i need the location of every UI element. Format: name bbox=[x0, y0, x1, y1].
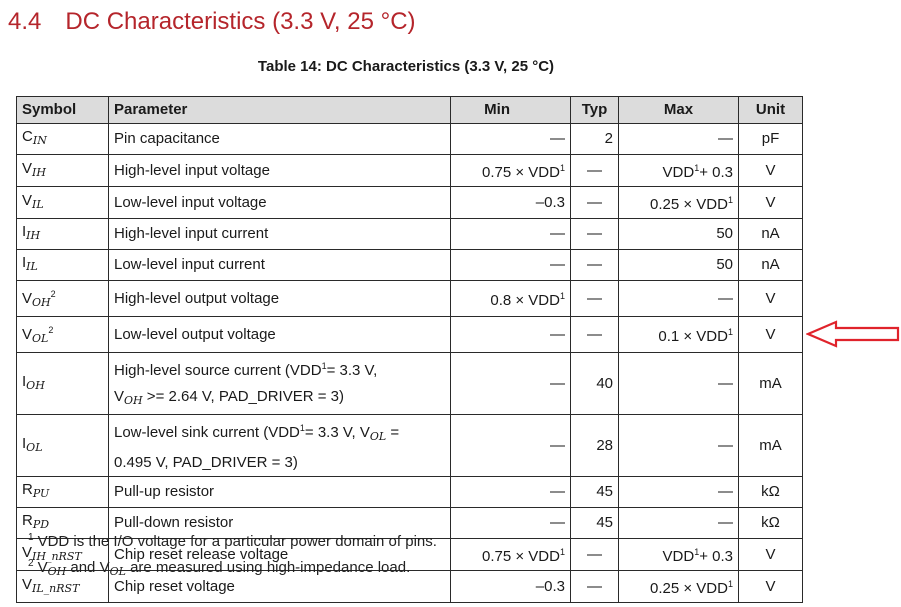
max-cell bbox=[619, 317, 739, 353]
table-row bbox=[17, 124, 803, 155]
footnote-mark: 2 bbox=[50, 289, 56, 299]
header-symbol: Symbol bbox=[17, 97, 109, 124]
symbol-subscript: OH bbox=[124, 394, 143, 407]
parameter-cell: Pull-down resistor bbox=[109, 508, 451, 539]
footnote-mark: 1 bbox=[321, 361, 327, 371]
parameter-cell: Low-level input voltage bbox=[109, 187, 451, 219]
footnote-text: V bbox=[37, 559, 48, 576]
symbol-letter: C bbox=[22, 128, 33, 145]
symbol-cell bbox=[17, 317, 109, 353]
typ-cell: — bbox=[571, 250, 619, 281]
footnote-text: VDD is the I/O voltage for a particular power domain of pins. bbox=[37, 533, 437, 550]
typ-cell: — bbox=[571, 539, 619, 571]
footnote-mark: 1 bbox=[559, 291, 565, 301]
footnote-mark: 2 bbox=[48, 325, 54, 335]
parameter-cell: Chip reset voltage bbox=[109, 571, 451, 603]
symbol-subscript: OH bbox=[32, 296, 51, 309]
parameter-text: = 3.3 V, bbox=[326, 362, 378, 379]
footnote-text: and V bbox=[66, 559, 110, 576]
symbol-subscript: IH bbox=[32, 165, 46, 179]
symbol-cell bbox=[17, 155, 109, 187]
typ-cell: — bbox=[571, 155, 619, 187]
table-row bbox=[17, 477, 803, 508]
dc-characteristics-table bbox=[16, 96, 803, 603]
max-cell: — bbox=[619, 415, 739, 477]
header-typ: Typ bbox=[571, 97, 619, 124]
unit-cell: mA bbox=[739, 353, 803, 415]
min-cell: — bbox=[451, 317, 571, 353]
min-cell: — bbox=[451, 415, 571, 477]
footnote-mark: 1 bbox=[299, 423, 305, 433]
parameter-text: 0.495 V, PAD_DRIVER = 3) bbox=[114, 454, 298, 471]
parameter-cell: High-level input voltage bbox=[109, 155, 451, 187]
min-value: 0.75 × VDD bbox=[482, 164, 560, 181]
typ-cell: — bbox=[571, 219, 619, 250]
footnote-mark: 1 bbox=[694, 547, 700, 557]
max-cell: — bbox=[619, 124, 739, 155]
typ-cell: 2 bbox=[571, 124, 619, 155]
min-cell: — bbox=[451, 477, 571, 508]
min-value: 0.8 × VDD bbox=[490, 292, 560, 309]
symbol-subscript: IH_nRST bbox=[32, 549, 82, 563]
footnote-1 bbox=[28, 532, 437, 550]
symbol-subscript: OL bbox=[109, 565, 126, 578]
symbol-subscript: IL bbox=[32, 197, 44, 211]
symbol-letter: V bbox=[22, 159, 33, 177]
footnote-mark: 1 bbox=[727, 579, 733, 589]
symbol-letter: I bbox=[22, 372, 27, 390]
typ-cell: 45 bbox=[571, 477, 619, 508]
max-cell: 50 bbox=[619, 250, 739, 281]
symbol-letter: R bbox=[22, 512, 33, 529]
max-cell bbox=[619, 187, 739, 219]
unit-cell: pF bbox=[739, 124, 803, 155]
max-cell: — bbox=[619, 477, 739, 508]
min-cell: –0.3 bbox=[451, 571, 571, 603]
symbol-subscript: PD bbox=[32, 518, 50, 531]
symbol-subscript: OL bbox=[32, 332, 49, 345]
footnote-mark: 1 bbox=[727, 195, 733, 205]
parameter-cell: Chip reset release voltage bbox=[109, 539, 451, 571]
parameter-cell: Low-level input current bbox=[109, 250, 451, 281]
unit-cell: V bbox=[739, 539, 803, 571]
max-value-suffix: + 0.3 bbox=[699, 164, 733, 181]
min-cell bbox=[451, 539, 571, 571]
symbol-cell bbox=[17, 187, 109, 219]
table-row bbox=[17, 317, 803, 353]
min-cell: — bbox=[451, 353, 571, 415]
symbol-cell bbox=[17, 415, 109, 477]
max-cell: — bbox=[619, 508, 739, 539]
typ-cell: — bbox=[571, 317, 619, 353]
section-title: DC Characteristics (3.3 V, 25 °C) bbox=[65, 8, 416, 35]
symbol-subscript: OH bbox=[47, 565, 67, 578]
symbol-letter: I bbox=[22, 434, 27, 452]
section-heading bbox=[8, 8, 416, 36]
unit-cell: V bbox=[739, 155, 803, 187]
parameter-cell: High-level input current bbox=[109, 219, 451, 250]
unit-cell: kΩ bbox=[739, 477, 803, 508]
section-number: 4.4 bbox=[8, 8, 42, 35]
parameter-cell: Low-level output voltage bbox=[109, 317, 451, 353]
symbol-cell bbox=[17, 219, 109, 250]
parameter-text: = 3.3 V, V bbox=[304, 424, 370, 441]
symbol-letter: I bbox=[22, 223, 27, 240]
max-cell: — bbox=[619, 281, 739, 317]
unit-cell: V bbox=[739, 571, 803, 603]
typ-cell: — bbox=[571, 187, 619, 219]
symbol-cell bbox=[17, 281, 109, 317]
unit-cell: kΩ bbox=[739, 508, 803, 539]
typ-cell: — bbox=[571, 571, 619, 603]
max-cell bbox=[619, 571, 739, 603]
min-cell: — bbox=[451, 508, 571, 539]
symbol-letter: I bbox=[22, 254, 27, 271]
parameter-text: = bbox=[386, 424, 400, 441]
header-unit: Unit bbox=[739, 97, 803, 124]
left-arrow-icon bbox=[806, 320, 900, 348]
symbol-letter: V bbox=[22, 575, 33, 593]
min-cell: — bbox=[451, 250, 571, 281]
symbol-subscript: IL bbox=[26, 260, 38, 273]
footnote-mark: 1 bbox=[694, 163, 700, 173]
parameter-text: >= 2.64 V, PAD_DRIVER = 3) bbox=[142, 388, 344, 405]
max-cell bbox=[619, 539, 739, 571]
unit-cell: V bbox=[739, 281, 803, 317]
parameter-cell: Pull-up resistor bbox=[109, 477, 451, 508]
min-cell bbox=[451, 281, 571, 317]
symbol-letter: V bbox=[22, 191, 33, 209]
header-min: Min bbox=[451, 97, 571, 124]
header-max: Max bbox=[619, 97, 739, 124]
symbol-letter: V bbox=[22, 290, 33, 307]
symbol-cell bbox=[17, 477, 109, 508]
min-cell: –0.3 bbox=[451, 187, 571, 219]
unit-cell: nA bbox=[739, 250, 803, 281]
header-row bbox=[17, 97, 803, 124]
unit-cell: V bbox=[739, 187, 803, 219]
min-cell bbox=[451, 155, 571, 187]
footnote-mark: 1 bbox=[559, 547, 565, 557]
parameter-cell bbox=[109, 415, 451, 477]
unit-cell: mA bbox=[739, 415, 803, 477]
parameter-text: Low-level sink current (VDD bbox=[114, 424, 300, 441]
symbol-subscript: IL_nRST bbox=[32, 581, 80, 595]
parameter-cell: Pin capacitance bbox=[109, 124, 451, 155]
footnote-mark: 2 bbox=[28, 558, 34, 569]
parameter-text: V bbox=[114, 388, 125, 405]
symbol-subscript: IH bbox=[26, 229, 41, 242]
table-row bbox=[17, 187, 803, 219]
max-value: VDD bbox=[662, 548, 695, 565]
symbol-cell bbox=[17, 124, 109, 155]
max-value: 0.25 × VDD bbox=[650, 580, 728, 597]
footnote-mark: 1 bbox=[727, 327, 733, 337]
table-row bbox=[17, 250, 803, 281]
symbol-subscript: OH bbox=[26, 378, 45, 392]
parameter-text: High-level source current (VDD bbox=[114, 362, 322, 379]
unit-cell: V bbox=[739, 317, 803, 353]
max-value: 0.1 × VDD bbox=[658, 328, 728, 345]
max-value-suffix: + 0.3 bbox=[699, 548, 733, 565]
parameter-cell bbox=[109, 353, 451, 415]
symbol-subscript: OL bbox=[369, 430, 387, 443]
max-value: 0.25 × VDD bbox=[650, 196, 728, 213]
symbol-cell bbox=[17, 250, 109, 281]
footnote-mark: 1 bbox=[28, 532, 34, 543]
footnote-text: are measured using high-impedance load. bbox=[125, 559, 411, 576]
footnote-2 bbox=[28, 558, 410, 578]
max-value: VDD bbox=[662, 164, 695, 181]
typ-cell: 40 bbox=[571, 353, 619, 415]
min-cell: — bbox=[451, 124, 571, 155]
footnote-mark: 1 bbox=[559, 163, 565, 173]
parameter-cell: High-level output voltage bbox=[109, 281, 451, 317]
max-cell: 50 bbox=[619, 219, 739, 250]
typ-cell: 45 bbox=[571, 508, 619, 539]
symbol-letter: V bbox=[22, 543, 33, 561]
unit-cell: nA bbox=[739, 219, 803, 250]
symbol-subscript: PU bbox=[32, 487, 50, 500]
max-cell bbox=[619, 155, 739, 187]
symbol-cell bbox=[17, 353, 109, 415]
table-row-ioh bbox=[17, 353, 803, 415]
table-row bbox=[17, 155, 803, 187]
table-row bbox=[17, 219, 803, 250]
typ-cell: 28 bbox=[571, 415, 619, 477]
table-row-iol bbox=[17, 415, 803, 477]
typ-cell: — bbox=[571, 281, 619, 317]
min-cell: — bbox=[451, 219, 571, 250]
table-row bbox=[17, 281, 803, 317]
symbol-letter: R bbox=[22, 481, 33, 498]
max-cell: — bbox=[619, 353, 739, 415]
header-parameter: Parameter bbox=[109, 97, 451, 124]
table-caption: Table 14: DC Characteristics (3.3 V, 25 °C) bbox=[257, 58, 555, 75]
min-value: 0.75 × VDD bbox=[482, 548, 560, 565]
symbol-subscript: IN bbox=[32, 134, 47, 147]
symbol-letter: V bbox=[22, 326, 33, 343]
symbol-subscript: OL bbox=[26, 440, 43, 454]
